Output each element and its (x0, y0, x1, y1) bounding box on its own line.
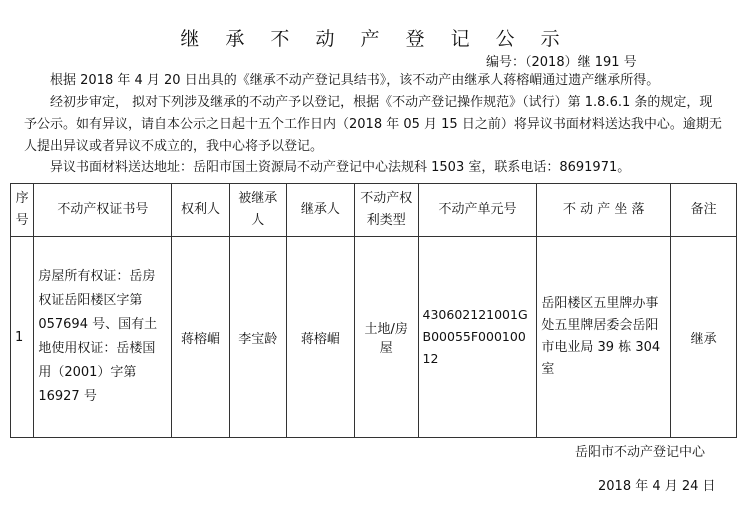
page-title: 继 承 不 动 产 登 记 公 示 (180, 28, 570, 50)
cell-owner: 蒋榕嵋 (172, 237, 229, 438)
paragraph-review: 经初步审定， 拟对下列涉及继承的不动产予以登记，根据《不动产登记操作规范》（试行）第 1.8.6.1 条的规定，现予公示。如有异议，请自本公示之日起十五个工作日内（2018 年 05 月 15 日之前）将异议书面材料送达我中心。逾期无人提出异议或者异议不成立的，我中心将予以登记。 (24, 95, 722, 154)
header-unit: 不动产单元号 (418, 184, 537, 237)
cell-heir: 蒋榕嵋 (286, 237, 354, 438)
header-type: 不动产权利类型 (354, 184, 418, 237)
cell-type: 土地/房屋 (354, 237, 418, 438)
cell-unit: 430602121001GB00055F00010012 (418, 237, 537, 438)
paragraph-basis: 根据 2018 年 4 月 20 日出具的《继承不动产登记具结书》，该不动产由继承人蒋榕嵋通过遗产继承所得。 (50, 73, 660, 88)
cell-decedent: 李宝龄 (229, 237, 286, 438)
paragraph-objection-address: 异议书面材料送达地址：岳阳市国土资源局不动产登记中心法规科 1503 室，联系电话：8691971。 (50, 160, 631, 175)
header-note: 备注 (671, 184, 737, 237)
reference-number: 编号：（2018）继 191 号 (486, 55, 637, 70)
property-table (10, 183, 737, 438)
header-cert: 不动产权证书号 (34, 184, 172, 237)
cell-location: 岳阳楼区五里牌办事处五里牌居委会岳阳市电业局 39 栋 304 室 (537, 237, 671, 438)
cell-note: 继承 (671, 237, 737, 438)
issue-date: 2018 年 4 月 24 日 (598, 479, 716, 494)
table-row (11, 237, 737, 438)
header-decedent: 被继承人 (229, 184, 286, 237)
cell-cert: 房屋所有权证：岳房权证岳阳楼区字第 057694 号、国有土地使用权证：岳楼国用（2001）字第 16927 号 (34, 237, 172, 438)
table-header-row (11, 184, 737, 237)
issuing-organization: 岳阳市不动产登记中心 (575, 445, 706, 460)
header-location: 不 动 产 坐 落 (537, 184, 671, 237)
cell-index: 1 (11, 237, 34, 438)
header-index: 序号 (11, 184, 34, 237)
header-owner: 权利人 (172, 184, 229, 237)
header-heir: 继承人 (286, 184, 354, 237)
